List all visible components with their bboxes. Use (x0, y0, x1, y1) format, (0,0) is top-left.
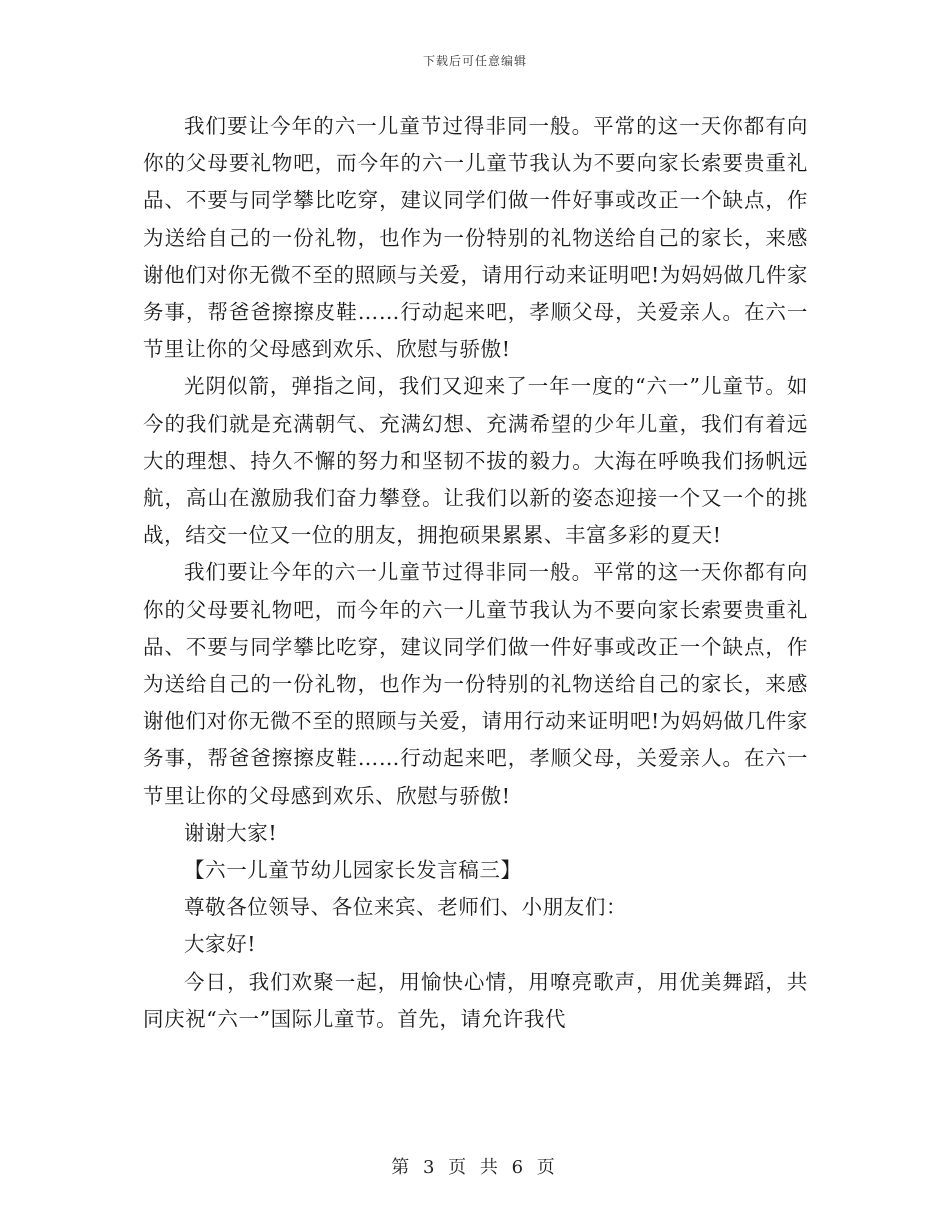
paragraph-3: 我们要让今年的六一儿童节过得非同一般。平常的这一天你都有向你的父母要礼物吧，而今年的六一儿童节我认为不要向家长索要贵重礼品、不要与同学攀比吃穿，建议同学们做一件好事或改正一个缺点，作为送给自己的一份礼物，也作为一份特别的礼物送给自己的家长，来感谢他们对你无微不至的照顾与关爱，请用行动来证明吧!为妈妈做几件家务事，帮爸爸擦擦皮鞋……行动起来吧，孝顺父母，关爱亲人。在六一节里让你的父母感到欢乐、欣慰与骄傲! (143, 560, 808, 808)
paragraph-opening: 今日，我们欢聚一起，用愉快心情，用嘹亮歌声，用优美舞蹈，共同庆祝“六一”国际儿童节。首先，请允许我代 (143, 969, 808, 1031)
section-heading: 【六一儿童节幼儿园家长发言稿三】 (184, 858, 522, 883)
page-number: 第 3 页 共 6 页 (391, 1157, 559, 1178)
document-body (143, 108, 808, 1038)
greeting: 大家好! (184, 932, 257, 957)
paragraph-thanks: 谢谢大家! (184, 820, 278, 845)
page-header: 下载后可任意编辑 (422, 54, 527, 68)
paragraph-1: 我们要让今年的六一儿童节过得非同一般。平常的这一天你都有向你的父母要礼物吧，而今年的六一儿童节我认为不要向家长索要贵重礼品、不要与同学攀比吃穿，建议同学们做一件好事或改正一个缺点，作为送给自己的一份礼物，也作为一份特别的礼物送给自己的家长，来感谢他们对你无微不至的照顾与关爱，请用行动来证明吧!为妈妈做几件家务事，帮爸爸擦擦皮鞋……行动起来吧，孝顺父母，关爱亲人。在六一节里让你的父母感到欢乐、欣慰与骄傲! (143, 114, 808, 362)
salutation: 尊敬各位领导、各位来宾、老师们、小朋友们： (184, 895, 628, 920)
paragraph-2: 光阴似箭，弹指之间，我们又迎来了一年一度的“六一”儿童节。如今的我们就是充满朝气、充满幻想、充满希望的少年儿童，我们有着远大的理想、持久不懈的努力和坚韧不拔的毅力。大海在呼唤我们扬帆远航，高山在激励我们奋力攀登。让我们以新的姿态迎接一个又一个的挑战，结交一位又一位的朋友，拥抱硕果累累、丰富多彩的夏天! (143, 374, 808, 548)
